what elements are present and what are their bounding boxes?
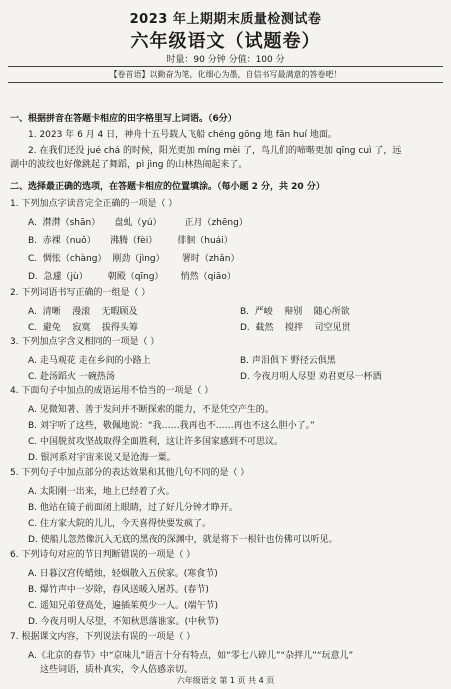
q2-option-c: C. 避免 寂寞 拔得头筹 [28, 323, 138, 333]
q5-option-c: C. 住方家大院的儿儿，今天喜得快要发疯了。 [28, 519, 212, 529]
q3-option-b: B. 声泪俱下 野径云俱黑 [240, 356, 336, 366]
q7-stem: 7. 根据课文内容，下列说法有误的一项是（ ） [10, 632, 196, 642]
q6-option-c: C. 遥知兄弟登高处，遍插茱萸少一人。(端午节) [28, 601, 219, 611]
q1-option-c: C. 惆怅（chàng） 刚劲（jìng） 署时（zhǎn） [28, 254, 240, 264]
q7-option-a-line1: A.《北京的春节》中“京味儿”语言十分有特点，如“零七八碎儿”“杂拌儿”“玩意儿” [28, 651, 354, 661]
q5-option-d: D. 使船儿忽然像沉入无底的黑夜的深渊中，就是将下一根针也仿佛可以听见。 [28, 535, 338, 545]
q3-option-d: D. 今夜月明人尽望 劝君更尽一杯酒 [240, 372, 382, 382]
q5-option-a: A. 太阳刚一出来，地上已经着了火。 [28, 487, 175, 497]
q5-option-b: B. 他站在镜子前面闭上眼睛，过了好几分钟才睁开。 [28, 503, 238, 513]
q1-option-d: D. 急遽（jù） 朝殿（qīng） 悄然（qiāo） [28, 272, 236, 282]
q3-stem: 3. 下列加点字含义相同的一项是（ ） [10, 337, 160, 347]
q6-option-a: A. 日暮汉宫传蜡烛，轻烟散入五侯家。(寒食节) [28, 569, 218, 579]
q4-stem: 4. 下面句子中加点的成语运用不恰当的一项是（ ） [10, 386, 214, 396]
q4-option-c: C. 中国脱贫攻坚战取得全面胜利，这让许多国家感到不可思议。 [28, 437, 284, 447]
q6-option-d: D. 今夜月明人尽望，不知秋思落谁家。(中秋节) [28, 617, 219, 627]
q2-stem: 2. 下列词语书写正确的一组是（ ） [10, 288, 151, 298]
q3-option-a: A. 走马观花 走在乡间的小路上 [28, 356, 151, 366]
time-score: 时量：90 分钟 分值：100 分 [166, 55, 285, 65]
q7-option-a-line2: 这些词语，质朴真实，令人倍感亲切。 [40, 665, 194, 675]
q2-option-b: B. 严峻 辩别 随心所欲 [240, 307, 350, 317]
exam-title: 2023 年上期期末质量检测试卷 [129, 12, 322, 27]
q6-option-b: B. 爆竹声中一岁除，春风送暖入屠苏。(春节) [28, 585, 209, 595]
q1-option-b: B. 赤裸（nuǒ） 沸腾（fèi） 徘徊（huái） [28, 236, 233, 246]
section2-heading: 二、选择最正确的选项，在答题卡相应的位置填涂。（每小题 2 分，共 20 分） [10, 182, 325, 192]
q4-option-b: B. 刘宇听了这些，敬佩地说：“我……我再也不……再也不这么胆小了。” [28, 421, 315, 431]
section1-heading: 一、根据拼音在答题卡相应的田字格里写上词语。（6分） [10, 114, 237, 124]
q3-option-c: C. 赴汤蹈火 一碗热汤 [28, 372, 115, 382]
q1-stem: 1. 下列加点字读音完全正确的一项是（ ） [10, 199, 178, 209]
q1-option-a: A. 潸潸（shān） 盘虬（yú） 正月（zhēng） [28, 218, 248, 228]
motto: 【卷首语】以勤奋为笔，化细心为墨，自信书写最满意的答卷吧！ [8, 66, 443, 83]
page-footer: 六年级语文 第 1 页 共 4 页 [176, 676, 275, 685]
q2-option-d: D. 截然 搅拌 司空见贯 [240, 323, 351, 333]
q5-stem: 5. 下列句子中加点部分的表达效果和其他几句不同的是（ ） [10, 468, 250, 478]
section1-q2-line1: 2. 在我们还没 jué chá 的时候，阳光更加 míng mèi 了，鸟儿们的啼啭更加 qīng cuì 了，远 [28, 146, 402, 156]
q4-option-a: A. 见微知著、善于发问并不断探索的能力，不是凭空产生的。 [28, 405, 274, 415]
q4-option-d: D. 银河系对宇宙来说又是沧海一粟。 [28, 453, 176, 463]
section1-q1: 1. 2023 年 6 月 4 日，神舟十五号载人飞船 chéng gōng 地 fǎn huí 地面。 [28, 130, 337, 140]
exam-subtitle: 六年级语文（试题卷） [130, 31, 321, 52]
q6-stem: 6. 下列诗句对应的节日判断错误的一项是（ ） [10, 550, 196, 560]
section1-q2-line2: 湖中的波纹也好像跳起了舞蹈，pì jìng 的山林热闹起来了。 [10, 160, 248, 170]
q2-option-a: A. 清晰 漫滚 无暇顾及 [28, 307, 138, 317]
